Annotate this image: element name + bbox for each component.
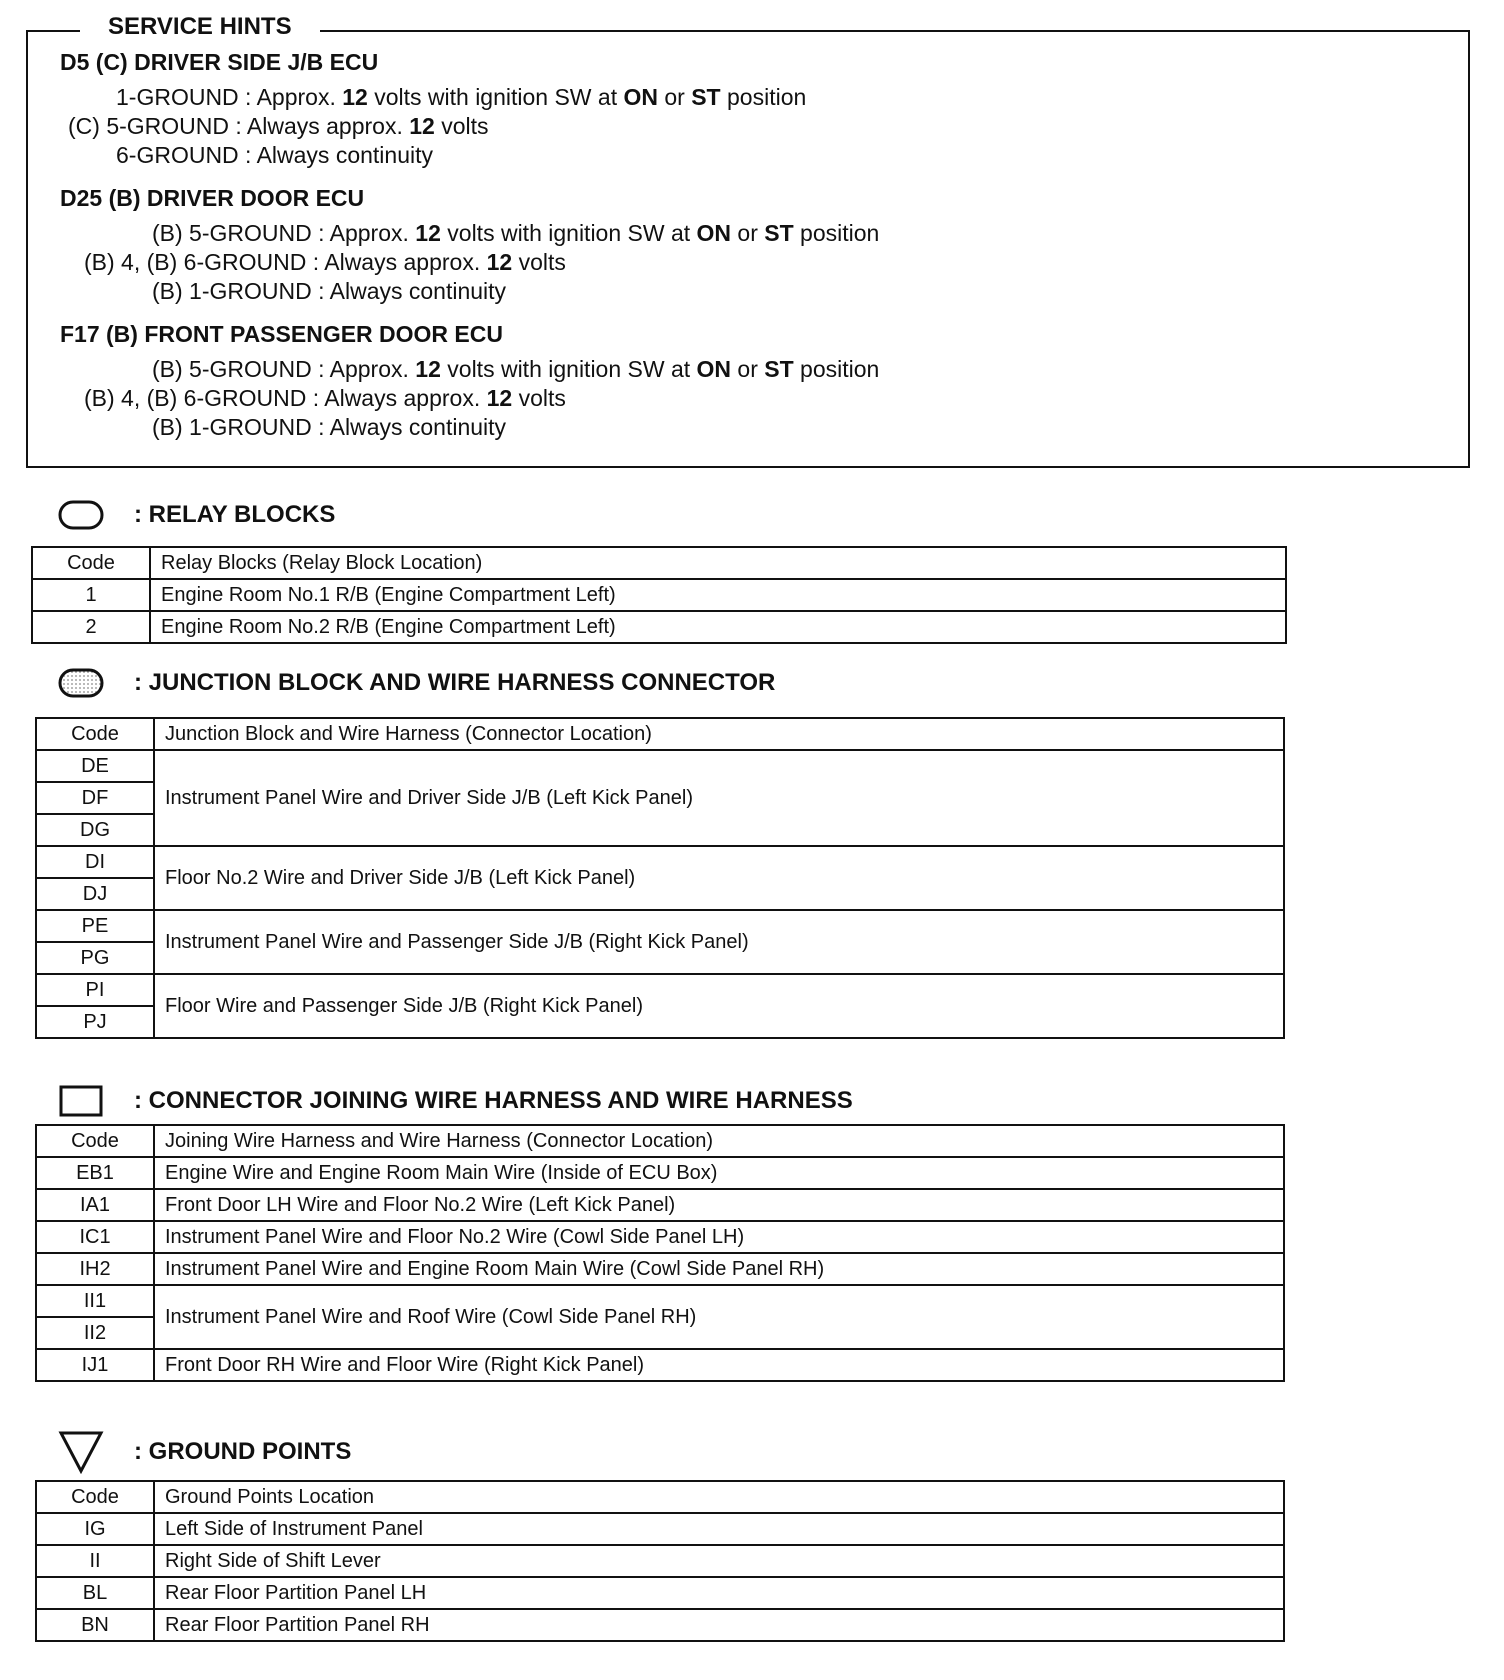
location-cell: Instrument Panel Wire and Driver Side J/B (Left Kick Panel) — [154, 750, 1284, 846]
code-cell: IC1 — [36, 1221, 154, 1253]
table-header-row — [36, 1125, 1284, 1157]
code-cell: DG — [36, 814, 154, 846]
code-cell: BL — [36, 1577, 154, 1609]
table-row — [32, 611, 1286, 643]
location-cell: Instrument Panel Wire and Engine Room Main Wire (Cowl Side Panel RH) — [154, 1253, 1284, 1285]
column-header: Code — [32, 547, 150, 579]
location-cell: Rear Floor Partition Panel LH — [154, 1577, 1284, 1609]
location-cell: Front Door LH Wire and Floor No.2 Wire (Left Kick Panel) — [154, 1189, 1284, 1221]
code-cell: DF — [36, 782, 154, 814]
column-header: Code — [36, 718, 154, 750]
code-cell: II — [36, 1545, 154, 1577]
shaded-rounded-rectangle-icon — [58, 667, 104, 699]
hint-line: (B) 5-GROUND : Approx. 12 volts with ignition SW at ON or ST position — [152, 220, 880, 246]
location-cell: Rear Floor Partition Panel RH — [154, 1609, 1284, 1641]
relay-blocks-table — [31, 546, 1287, 644]
column-header: Junction Block and Wire Harness (Connector Location) — [154, 718, 1284, 750]
square-icon — [58, 1085, 104, 1117]
table-row — [36, 1609, 1284, 1641]
column-header: Ground Points Location — [154, 1481, 1284, 1513]
hint-line: (B) 4, (B) 6-GROUND : Always approx. 12 volts — [84, 249, 566, 275]
table-row — [36, 1221, 1284, 1253]
location-cell: Engine Room No.1 R/B (Engine Compartment Left) — [150, 579, 1286, 611]
location-cell: Left Side of Instrument Panel — [154, 1513, 1284, 1545]
code-cell: IH2 — [36, 1253, 154, 1285]
table-row — [36, 1513, 1284, 1545]
code-cell: DI — [36, 846, 154, 878]
code-cell: BN — [36, 1609, 154, 1641]
location-cell: Floor No.2 Wire and Driver Side J/B (Left Kick Panel) — [154, 846, 1284, 910]
location-cell: Instrument Panel Wire and Roof Wire (Cowl Side Panel RH) — [154, 1285, 1284, 1349]
relay-blocks-heading — [58, 498, 335, 532]
hint-line: (B) 1-GROUND : Always continuity — [152, 278, 507, 304]
location-cell: Front Door RH Wire and Floor Wire (Right Kick Panel) — [154, 1349, 1284, 1381]
table-row — [36, 1285, 1284, 1317]
service-hints-title: SERVICE HINTS — [80, 12, 320, 42]
table-row — [36, 1349, 1284, 1381]
table-header-row — [36, 718, 1284, 750]
hint-line: (C) 5-GROUND : Always approx. 12 volts — [68, 113, 489, 139]
table-header-row — [32, 547, 1286, 579]
hint-heading-d25: D25 (B) DRIVER DOOR ECU — [60, 185, 365, 211]
table-row — [36, 974, 1284, 1006]
table-row — [36, 1157, 1284, 1189]
connectors-heading — [58, 1084, 853, 1118]
hint-line: (B) 4, (B) 6-GROUND : Always approx. 12 volts — [84, 385, 566, 411]
code-cell: II2 — [36, 1317, 154, 1349]
code-cell: PJ — [36, 1006, 154, 1038]
junction-blocks-heading — [58, 666, 775, 700]
code-cell: EB1 — [36, 1157, 154, 1189]
hint-line: 1-GROUND : Approx. 12 volts with ignition SW at ON or ST position — [116, 84, 807, 110]
code-cell: DJ — [36, 878, 154, 910]
hint-heading-f17: F17 (B) FRONT PASSENGER DOOR ECU — [60, 321, 503, 347]
code-cell: IG — [36, 1513, 154, 1545]
table-row — [32, 579, 1286, 611]
triangle-down-icon — [58, 1430, 104, 1474]
column-header: Code — [36, 1125, 154, 1157]
relay-blocks-label: : RELAY BLOCKS — [134, 501, 336, 528]
code-cell: IJ1 — [36, 1349, 154, 1381]
table-row — [36, 1545, 1284, 1577]
table-row — [36, 910, 1284, 942]
junction-blocks-label: : JUNCTION BLOCK AND WIRE HARNESS CONNECTOR — [134, 669, 776, 696]
table-row — [36, 1253, 1284, 1285]
location-cell: Instrument Panel Wire and Floor No.2 Wire (Cowl Side Panel LH) — [154, 1221, 1284, 1253]
code-cell: PI — [36, 974, 154, 1006]
rounded-rectangle-icon — [58, 499, 104, 531]
column-header: Relay Blocks (Relay Block Location) — [150, 547, 1286, 579]
table-row — [36, 846, 1284, 878]
location-cell: Right Side of Shift Lever — [154, 1545, 1284, 1577]
hint-line: (B) 1-GROUND : Always continuity — [152, 414, 507, 440]
ground-points-heading — [58, 1430, 351, 1474]
code-cell: PG — [36, 942, 154, 974]
code-cell: 1 — [32, 579, 150, 611]
table-row — [36, 1577, 1284, 1609]
code-cell: IA1 — [36, 1189, 154, 1221]
column-header: Joining Wire Harness and Wire Harness (Connector Location) — [154, 1125, 1284, 1157]
location-cell: Engine Room No.2 R/B (Engine Compartment Left) — [150, 611, 1286, 643]
code-cell: II1 — [36, 1285, 154, 1317]
code-cell: PE — [36, 910, 154, 942]
column-header: Code — [36, 1481, 154, 1513]
table-row — [36, 1189, 1284, 1221]
table-row — [36, 750, 1284, 782]
code-cell: 2 — [32, 611, 150, 643]
location-cell: Instrument Panel Wire and Passenger Side J/B (Right Kick Panel) — [154, 910, 1284, 974]
junction-blocks-table — [35, 717, 1285, 1039]
location-cell: Floor Wire and Passenger Side J/B (Right Kick Panel) — [154, 974, 1284, 1038]
ground-points-table — [35, 1480, 1285, 1642]
hint-line: 6-GROUND : Always continuity — [116, 142, 433, 168]
location-cell: Engine Wire and Engine Room Main Wire (Inside of ECU Box) — [154, 1157, 1284, 1189]
connectors-label: : CONNECTOR JOINING WIRE HARNESS AND WIRE HARNESS — [134, 1087, 853, 1114]
code-cell: DE — [36, 750, 154, 782]
ground-points-label: : GROUND POINTS — [134, 1438, 352, 1465]
hint-line: (B) 5-GROUND : Approx. 12 volts with ignition SW at ON or ST position — [152, 356, 880, 382]
table-header-row — [36, 1481, 1284, 1513]
hint-heading-d5: D5 (C) DRIVER SIDE J/B ECU — [60, 49, 379, 75]
connectors-table — [35, 1124, 1285, 1382]
